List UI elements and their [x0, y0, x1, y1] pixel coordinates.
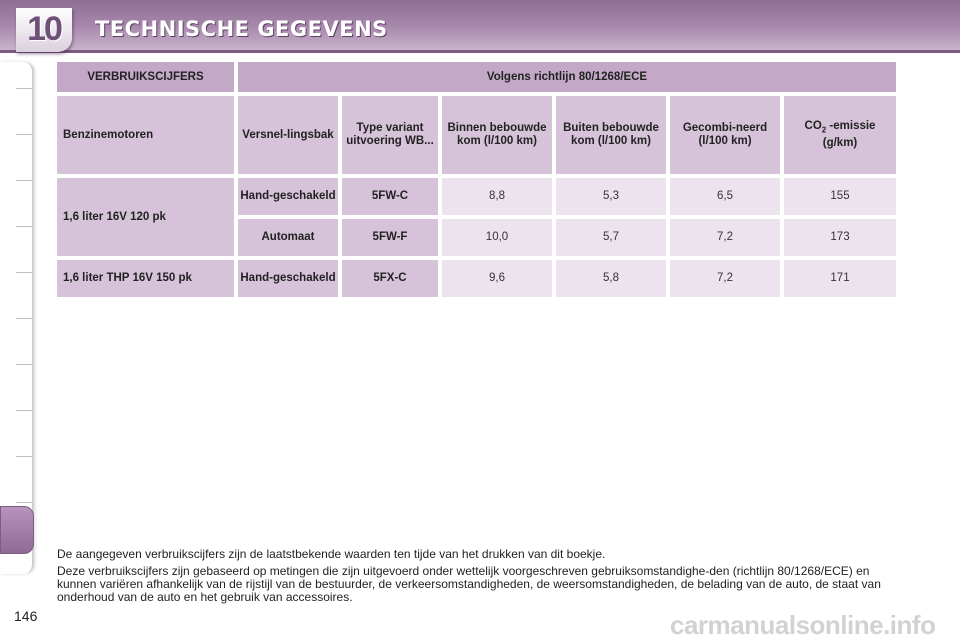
tab-divider — [16, 272, 32, 273]
col-header-gearbox: Versnel-lingsbak — [238, 96, 338, 174]
consumption-table — [53, 58, 900, 301]
combined-cell: 6,5 — [670, 178, 780, 215]
co2-cell: 171 — [784, 260, 896, 297]
extra-urban-cell: 5,7 — [556, 219, 666, 256]
footnote-validity: De aangegeven verbruikscijfers zijn de laatstbekende waarden ten tijde van het drukken van dit boekje. — [57, 547, 606, 561]
tab-divider — [16, 226, 32, 227]
urban-cell: 9,6 — [442, 260, 552, 297]
gearbox-cell: Hand-geschakeld — [238, 260, 338, 297]
type-cell: 5FW-F — [342, 219, 438, 256]
table-directive: Volgens richtlijn 80/1268/ECE — [238, 62, 896, 92]
table-title: VERBRUIKSCIJFERS — [57, 62, 234, 92]
tab-divider — [16, 88, 32, 89]
gearbox-cell: Hand-geschakeld — [238, 178, 338, 215]
co2-cell: 173 — [784, 219, 896, 256]
col-header-combined: Gecombi-neerd (l/100 km) — [670, 96, 780, 174]
col-header-co2 — [784, 96, 896, 174]
tab-divider — [16, 134, 32, 135]
col-header-urban: Binnen bebouwde kom (l/100 km) — [442, 96, 552, 174]
table-row — [57, 178, 896, 215]
extra-urban-cell: 5,8 — [556, 260, 666, 297]
combined-cell: 7,2 — [670, 219, 780, 256]
engine-cell: 1,6 liter 16V 120 pk — [57, 178, 234, 256]
watermark: carmanualsonline.info — [670, 610, 936, 640]
tab-divider — [16, 318, 32, 319]
page-title: TECHNISCHE GEGEVENS — [95, 17, 388, 41]
co2-cell: 155 — [784, 178, 896, 215]
engine-cell: 1,6 liter THP 16V 150 pk — [57, 260, 234, 297]
combined-cell: 7,2 — [670, 260, 780, 297]
co2-prefix: CO — [804, 120, 822, 133]
tab-divider — [16, 502, 32, 503]
type-cell: 5FW-C — [342, 178, 438, 215]
tab-divider — [16, 364, 32, 365]
co2-subscript: 2 — [821, 125, 827, 135]
extra-urban-cell: 5,3 — [556, 178, 666, 215]
col-header-engine: Benzinemotoren — [57, 96, 234, 174]
chapter-tab-rail[interactable] — [0, 62, 34, 574]
gearbox-cell: Automaat — [238, 219, 338, 256]
col-header-type: Type variant uitvoering WB... — [342, 96, 438, 174]
chapter-tab-active[interactable] — [0, 506, 34, 554]
col-header-extra-urban: Buiten bebouwde kom (l/100 km) — [556, 96, 666, 174]
footnote-conditions: Deze verbruikscijfers zijn gebaseerd op metingen die zijn uitgevoerd onder wettelijk voorgeschreven gebruiksomstandighe-den (richtlijn 80/1268/ECE) en kunnen variëren afhankelijk van de rijstijl van de bestuurder, de verkeersomstandigheden, de weersomstandigheden, de belading van de auto, de staat van onderhoud van de auto en het gebruik van accessoires. — [57, 564, 881, 604]
footnotes — [57, 548, 907, 608]
header-divider — [0, 50, 960, 53]
chapter-number: 10 — [27, 10, 61, 48]
urban-cell: 10,0 — [442, 219, 552, 256]
tab-divider — [16, 410, 32, 411]
table-row — [57, 260, 896, 297]
co2-suffix: -emissie (g/km) — [822, 120, 876, 149]
type-cell: 5FX-C — [342, 260, 438, 297]
tab-divider — [16, 456, 32, 457]
urban-cell: 8,8 — [442, 178, 552, 215]
tab-divider — [16, 180, 32, 181]
page-number: 146 — [14, 608, 38, 624]
